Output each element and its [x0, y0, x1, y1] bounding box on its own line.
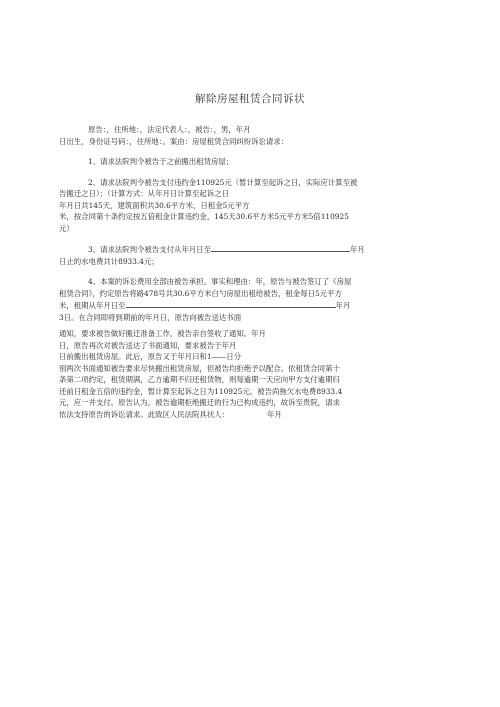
claim-3-date: 年月: [349, 245, 365, 254]
claim-3-line-1: [59, 243, 444, 256]
facts-line-5: 日，原告再次对被告送达了书面通知，要求被告于年月: [59, 340, 237, 350]
claim-2-line-5: 元）: [59, 223, 74, 233]
claim-3-line-2: 日止的水电费共计8933.4元；: [59, 256, 159, 266]
facts-line-8: 条第二项约定，租赁期满，乙方逾期不归还租赁物，则每逾期一天应向甲方支付逾期归: [59, 375, 340, 384]
claim-2-line-4: 米，按合同第十条约定按五倍租金计算违约金，145天30.6平方米5元平方米5倍110925: [59, 212, 349, 221]
facts-line-2: [59, 299, 444, 312]
facts-line-10: 元，应一并支付。原告认为，被告逾期拒绝搬迁的行为已构成违约，故诉至贵院，请求: [59, 398, 340, 407]
claim-2-line-3: 年月日共145天，建筑面积共30.6平方米，日租金5元平方: [59, 200, 250, 210]
facts-line-3: 3日。在合同即将到期前的年月日，原告向被告送达书面: [59, 312, 242, 322]
facts-line-1: 租赁合同》，约定原告将路478号共30.6平方米白勺房屋出租给被告，租金每日5元平方: [59, 288, 342, 298]
closing-line: [59, 409, 444, 421]
facts-line-7: 别两次书面通知被告要求尽快搬出租赁房屋，但被告均拒绝予以配合。依租赁合同第十: [59, 363, 340, 373]
facts-line-9: 还前日租金五倍的违约金，暂计算至起诉之日为110925元。被告尚拖欠水电费8933.4: [59, 386, 343, 396]
blank-underline: [211, 243, 350, 252]
facts-line-4: 通知，要求被告做好搬迁准备工作，被告亲自签收了通知。年月: [59, 329, 266, 338]
closing-text: 依法支持原告的诉讼请求。此致区人民法院具状人：: [59, 409, 229, 419]
blank-underline: [126, 299, 336, 308]
cause-of-action-line: 日出生，身份证号码：，住所地：。案由：房屋租赁合同纠纷诉讼请求：: [59, 136, 289, 146]
signature-date: 年月: [267, 409, 282, 419]
claim-2-line-2: 告搬迁之日）；（计算方式：从年月日计算至起诉之日: [59, 189, 229, 198]
document-body: [59, 124, 444, 420]
claim-2-line-1: 2、请求法院判令被告支付违约金110925元（暂计算至起诉之日，实际应计算至被: [88, 177, 358, 187]
facts-line-6: 日前搬出租赁房屋。此后，原告又于年月曰和1——日分: [59, 352, 242, 361]
claim-4-line-1: 4、本案的诉讼费用全部由被告承担。事实和理由：年，原告与被告签订了《房屋: [88, 277, 352, 286]
claim-3-text: 3、请求法院判令被告支付从年月日至: [88, 245, 211, 254]
plaintiff-defendant-line: 原告：，住所地：，法定代表人：，被告：，男，年月: [88, 125, 251, 134]
lease-term-date: 年月: [335, 301, 351, 310]
claim-1: 1、请求法院判令被告于之前搬出租赁房屋；: [88, 157, 234, 166]
lease-term-text: 米，租期从年月日至: [59, 301, 126, 310]
document-title: 解除房屋租赁合同诉状: [195, 93, 305, 105]
